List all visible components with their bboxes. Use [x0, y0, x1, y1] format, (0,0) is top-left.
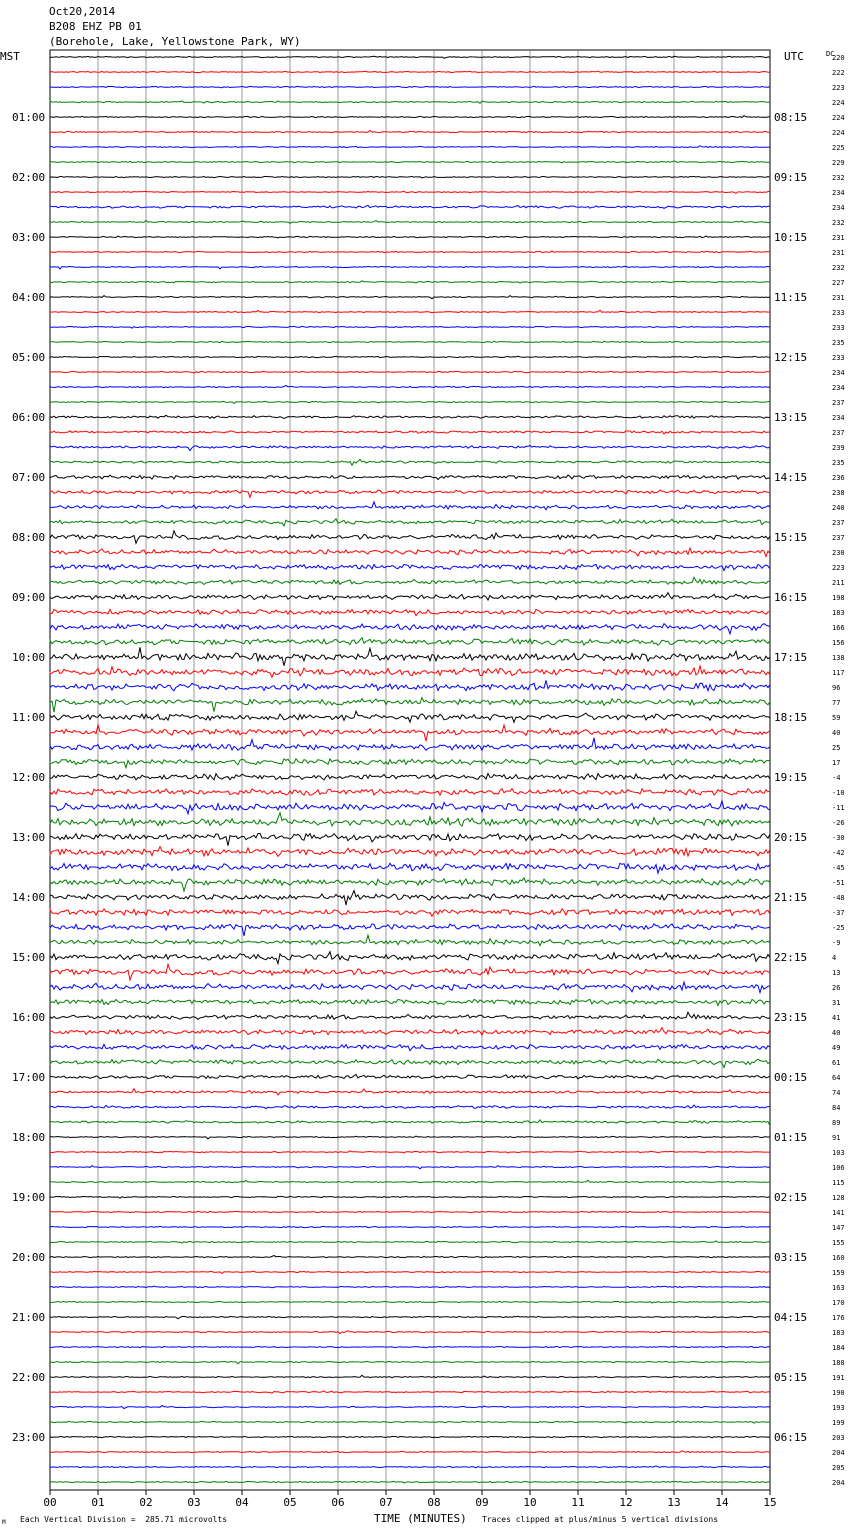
- dc-offset-label: -51: [832, 879, 845, 887]
- utc-hour-label: 02:15: [774, 1191, 808, 1204]
- utc-hour-label: 19:15: [774, 771, 808, 784]
- seismic-trace: [50, 326, 770, 328]
- seismic-trace: [50, 490, 770, 497]
- seismic-trace: [50, 1286, 770, 1288]
- mst-hour-label: 08:00: [12, 531, 46, 544]
- mst-hour-label: 17:00: [12, 1071, 46, 1084]
- dc-offset-label: 61: [832, 1059, 841, 1067]
- dc-offset-label: -45: [832, 864, 845, 872]
- dc-offset-label: -37: [832, 909, 845, 917]
- mst-hour-label: 11:00: [12, 711, 46, 724]
- dc-offset-label: 234: [832, 369, 845, 377]
- seismic-trace: [50, 296, 770, 299]
- seismic-trace: [50, 647, 770, 665]
- dc-offset-label: -9: [832, 939, 841, 947]
- x-tick-label: 05: [283, 1496, 297, 1509]
- seismic-trace: [50, 236, 770, 238]
- dc-offset-label: 227: [832, 279, 845, 287]
- seismic-trace: [50, 101, 770, 104]
- dc-offset-label: 204: [832, 1479, 845, 1487]
- clip-note: Traces clipped at plus/minus 5 vertical divisions: [482, 1515, 719, 1524]
- seismic-trace: [50, 1075, 770, 1079]
- seismic-trace: [50, 1421, 770, 1423]
- seismic-trace: [50, 964, 770, 980]
- mst-hour-label: 18:00: [12, 1131, 46, 1144]
- dc-offset-label: 237: [832, 534, 845, 542]
- x-tick-label: 03: [187, 1496, 201, 1509]
- dc-offset-label: 190: [832, 1389, 845, 1397]
- dc-offset-label: 199: [832, 1419, 845, 1427]
- dc-offset-label: 225: [832, 144, 845, 152]
- station-label: B208 EHZ PB 01: [49, 20, 142, 33]
- mst-hour-label: 15:00: [12, 951, 46, 964]
- x-tick-label: 10: [523, 1496, 537, 1509]
- date-label: Oct20,2014: [49, 5, 116, 18]
- x-axis-title: TIME (MINUTES): [374, 1512, 467, 1525]
- dc-offset-label: 141: [832, 1209, 845, 1217]
- utc-hour-label: 09:15: [774, 171, 808, 184]
- vertical-division-note: Each Vertical Division = 285.71 microvolts: [20, 1515, 228, 1524]
- utc-hour-label: 18:15: [774, 711, 808, 724]
- utc-hour-label: 15:15: [774, 531, 808, 544]
- seismic-trace: [50, 759, 770, 768]
- dc-offset-label: 234: [832, 414, 845, 422]
- dc-offset-label: 224: [832, 114, 845, 122]
- plot-frame: [50, 50, 770, 1490]
- seismic-trace: [50, 1436, 770, 1438]
- mst-hour-label: 22:00: [12, 1371, 46, 1384]
- dc-offset-label: 138: [832, 654, 845, 662]
- seismic-trace: [50, 1044, 770, 1050]
- utc-hour-label: 17:15: [774, 651, 808, 664]
- utc-hour-label: 01:15: [774, 1131, 808, 1144]
- seismic-trace: [50, 1391, 770, 1393]
- seismic-trace: [50, 1151, 770, 1153]
- seismic-trace: [50, 1196, 770, 1198]
- seismic-trace: [50, 924, 770, 936]
- dc-offset-label: 147: [832, 1224, 845, 1232]
- dc-offset-label: 59: [832, 714, 841, 722]
- mst-hour-label: 10:00: [12, 651, 46, 664]
- dc-offset-label: 103: [832, 1149, 845, 1157]
- x-tick-label: 01: [91, 1496, 105, 1509]
- dc-offset-label: 128: [832, 1194, 845, 1202]
- seismic-trace: [50, 609, 770, 615]
- utc-hour-label: 03:15: [774, 1251, 808, 1264]
- label-layer: [12, 54, 845, 1509]
- seismic-trace: [50, 982, 770, 993]
- seismic-trace: [50, 624, 770, 634]
- dc-offset-label: 223: [832, 84, 845, 92]
- seismic-trace: [50, 1316, 770, 1319]
- utc-hour-label: 12:15: [774, 351, 808, 364]
- seismic-trace: [50, 161, 770, 163]
- mst-hour-label: 23:00: [12, 1431, 46, 1444]
- seismic-trace: [50, 401, 770, 403]
- seismic-trace: [50, 1028, 770, 1035]
- dc-offset-label: 13: [832, 969, 841, 977]
- seismic-trace: [50, 415, 770, 418]
- seismic-trace: [50, 1136, 770, 1139]
- dc-offset-label: 224: [832, 129, 845, 137]
- dc-offset-label: 231: [832, 294, 845, 302]
- seismic-trace: [50, 725, 770, 741]
- dc-offset-label: 211: [832, 579, 845, 587]
- dc-offset-label: -10: [832, 789, 845, 797]
- dc-offset-label: 203: [832, 1434, 845, 1442]
- dc-offset-label: -26: [832, 819, 845, 827]
- seismic-trace: [50, 130, 770, 133]
- dc-offset-label: 176: [832, 1314, 845, 1322]
- seismic-trace: [50, 1241, 770, 1243]
- dc-offset-label: -11: [832, 804, 845, 812]
- dc-axis-label: DC: [826, 50, 835, 58]
- seismic-trace: [50, 1406, 770, 1409]
- dc-offset-label: 160: [832, 1254, 845, 1262]
- dc-offset-label: 26: [832, 984, 841, 992]
- utc-hour-label: 00:15: [774, 1071, 808, 1084]
- seismic-trace: [50, 266, 770, 269]
- seismic-trace: [50, 680, 770, 690]
- utc-hour-label: 08:15: [774, 111, 808, 124]
- seismic-trace: [50, 666, 770, 677]
- seismic-trace: [50, 1331, 770, 1334]
- utc-hour-label: 14:15: [774, 471, 808, 484]
- seismic-trace: [50, 431, 770, 434]
- mst-hour-label: 07:00: [12, 471, 46, 484]
- x-tick-label: 02: [139, 1496, 153, 1509]
- utc-hour-label: 22:15: [774, 951, 808, 964]
- dc-offset-label: 31: [832, 999, 841, 1007]
- dc-offset-label: -4: [832, 774, 841, 782]
- seismic-trace: [50, 191, 770, 193]
- seismic-trace: [50, 205, 770, 208]
- utc-hour-label: 11:15: [774, 291, 808, 304]
- seismic-trace: [50, 220, 770, 223]
- seismic-trace: [50, 1226, 770, 1227]
- dc-offset-label: 91: [832, 1134, 841, 1142]
- dc-offset-label: 183: [832, 609, 845, 617]
- dc-offset-label: 239: [832, 444, 845, 452]
- dc-offset-label: 233: [832, 309, 845, 317]
- dc-offset-label: 40: [832, 1029, 841, 1037]
- x-tick-label: 08: [427, 1496, 441, 1509]
- dc-offset-label: 89: [832, 1119, 841, 1127]
- dc-offset-label: 49: [832, 1044, 841, 1052]
- location-label: (Borehole, Lake, Yellowstone Park, WY): [49, 35, 301, 48]
- dc-offset-label: 96: [832, 684, 841, 692]
- seismic-trace: [50, 519, 770, 526]
- dc-offset-label: 106: [832, 1164, 845, 1172]
- seismic-trace: [50, 1059, 770, 1067]
- dc-offset-label: 41: [832, 1014, 841, 1022]
- x-tick-label: 04: [235, 1496, 249, 1509]
- dc-offset-label: 233: [832, 324, 845, 332]
- dc-offset-label: 74: [832, 1089, 841, 1097]
- dc-offset-label: 235: [832, 339, 845, 347]
- seismic-trace: [50, 698, 770, 713]
- seismic-trace: [50, 371, 770, 373]
- seismic-trace: [50, 891, 770, 905]
- seismic-trace: [50, 1301, 770, 1303]
- dc-offset-label: 237: [832, 399, 845, 407]
- seismic-trace: [50, 1271, 770, 1273]
- mst-hour-label: 19:00: [12, 1191, 46, 1204]
- seismic-trace: [50, 952, 770, 964]
- mst-hour-label: 12:00: [12, 771, 46, 784]
- seismic-trace: [50, 475, 770, 479]
- seismic-trace: [50, 251, 770, 253]
- dc-offset-label: 232: [832, 264, 845, 272]
- dc-offset-label: 193: [832, 1404, 845, 1412]
- seismic-trace: [50, 1089, 770, 1095]
- mst-hour-label: 06:00: [12, 411, 46, 424]
- seismic-trace: [50, 1012, 770, 1019]
- seismic-trace: [50, 863, 770, 873]
- dc-offset-label: 232: [832, 219, 845, 227]
- dc-offset-label: 188: [832, 1359, 845, 1367]
- dc-offset-label: 25: [832, 744, 841, 752]
- x-tick-label: 11: [571, 1496, 585, 1509]
- utc-hour-label: 21:15: [774, 891, 808, 904]
- dc-offset-label: 234: [832, 189, 845, 197]
- mst-hour-label: 03:00: [12, 231, 46, 244]
- utc-hour-label: 20:15: [774, 831, 808, 844]
- dc-offset-label: 191: [832, 1374, 845, 1382]
- dc-offset-label: 117: [832, 669, 845, 677]
- seismic-trace: [50, 548, 770, 556]
- seismic-trace: [50, 711, 770, 722]
- dc-offset-label: 233: [832, 354, 845, 362]
- utc-hour-label: 16:15: [774, 591, 808, 604]
- dc-offset-label: 170: [832, 1299, 845, 1307]
- x-tick-label: 15: [763, 1496, 777, 1509]
- mst-hour-label: 02:00: [12, 171, 46, 184]
- utc-hour-label: 13:15: [774, 411, 808, 424]
- seismic-trace: [50, 789, 770, 796]
- mst-hour-label: 04:00: [12, 291, 46, 304]
- dc-offset-label: 222: [832, 69, 845, 77]
- dc-offset-label: 231: [832, 249, 845, 257]
- mst-hour-label: 05:00: [12, 351, 46, 364]
- x-tick-label: 09: [475, 1496, 489, 1509]
- dc-offset-label: 238: [832, 489, 845, 497]
- dc-offset-label: 224: [832, 99, 845, 107]
- dc-offset-label: -30: [832, 834, 845, 842]
- mst-hour-label: 13:00: [12, 831, 46, 844]
- dc-offset-label: 115: [832, 1179, 845, 1187]
- utc-hour-label: 10:15: [774, 231, 808, 244]
- seismic-trace: [50, 310, 770, 313]
- x-tick-label: 07: [379, 1496, 393, 1509]
- dc-offset-label: 64: [832, 1074, 841, 1082]
- seismic-trace: [50, 281, 770, 283]
- corner-mark: M: [2, 1519, 6, 1526]
- seismic-trace: [50, 445, 770, 450]
- seismic-trace: [50, 71, 770, 72]
- seismic-trace: [50, 834, 770, 846]
- seismic-trace: [50, 801, 770, 814]
- seismic-trace: [50, 1375, 770, 1378]
- seismic-trace: [50, 935, 770, 946]
- seismic-trace: [50, 1180, 770, 1183]
- x-tick-label: 13: [667, 1496, 681, 1509]
- trace-layer: [50, 56, 770, 1483]
- seismic-trace: [50, 564, 770, 570]
- dc-offset-label: 156: [832, 639, 845, 647]
- utc-hour-label: 06:15: [774, 1431, 808, 1444]
- dc-offset-label: 40: [832, 729, 841, 737]
- dc-offset-label: 234: [832, 204, 845, 212]
- dc-offset-label: 204: [832, 1449, 845, 1457]
- dc-offset-label: 220: [832, 54, 845, 62]
- seismic-trace: [50, 999, 770, 1005]
- seismic-trace: [50, 909, 770, 916]
- dc-offset-label: -42: [832, 849, 845, 857]
- dc-offset-label: 205: [832, 1464, 845, 1472]
- dc-offset-label: 183: [832, 1329, 845, 1337]
- seismic-trace: [50, 1256, 770, 1258]
- utc-hour-label: 23:15: [774, 1011, 808, 1024]
- seismic-trace: [50, 1211, 770, 1212]
- utc-axis-label: UTC: [784, 50, 804, 63]
- mst-hour-label: 20:00: [12, 1251, 46, 1264]
- seismic-trace: [50, 847, 770, 857]
- seismic-trace: [50, 56, 770, 58]
- dc-offset-label: -25: [832, 924, 845, 932]
- seismic-trace: [50, 146, 770, 148]
- dc-offset-label: 229: [832, 159, 845, 167]
- seismic-trace: [50, 638, 770, 645]
- seismic-trace: [50, 577, 770, 584]
- seismic-trace: [50, 1466, 770, 1468]
- dc-offset-label: 184: [832, 1344, 845, 1352]
- mst-axis-label: MST: [0, 50, 20, 63]
- dc-offset-label: 155: [832, 1239, 845, 1247]
- seismic-trace: [50, 531, 770, 544]
- dc-offset-label: 17: [832, 759, 841, 767]
- dc-offset-label: 240: [832, 504, 845, 512]
- dc-offset-label: 159: [832, 1269, 845, 1277]
- seismic-trace: [50, 341, 770, 342]
- seismic-trace: [50, 86, 770, 88]
- dc-offset-label: 236: [832, 474, 845, 482]
- dc-offset-label: 230: [832, 549, 845, 557]
- grid-layer: [98, 50, 722, 1490]
- mst-hour-label: 14:00: [12, 891, 46, 904]
- seismic-trace: [50, 1451, 770, 1453]
- seismic-trace: [50, 1105, 770, 1109]
- dc-offset-label: 166: [832, 624, 845, 632]
- seismic-trace: [50, 878, 770, 891]
- mst-hour-label: 01:00: [12, 111, 46, 124]
- seismic-trace: [50, 1166, 770, 1169]
- dc-offset-label: 198: [832, 594, 845, 602]
- dc-offset-label: 231: [832, 234, 845, 242]
- dc-offset-label: 237: [832, 519, 845, 527]
- dc-offset-label: 235: [832, 459, 845, 467]
- x-tick-label: 06: [331, 1496, 345, 1509]
- dc-offset-label: -48: [832, 894, 845, 902]
- x-tick-label: 14: [715, 1496, 729, 1509]
- seismic-trace: [50, 1120, 770, 1126]
- dc-offset-label: 237: [832, 429, 845, 437]
- seismic-trace: [50, 502, 770, 510]
- seismic-trace: [50, 593, 770, 600]
- mst-hour-label: 09:00: [12, 591, 46, 604]
- mst-hour-label: 16:00: [12, 1011, 46, 1024]
- dc-offset-label: 77: [832, 699, 841, 707]
- seismic-trace: [50, 1361, 770, 1363]
- dc-offset-label: 4: [832, 954, 837, 962]
- utc-hour-label: 04:15: [774, 1311, 808, 1324]
- seismic-trace: [50, 356, 770, 357]
- utc-hour-label: 05:15: [774, 1371, 808, 1384]
- seismic-trace: [50, 386, 770, 388]
- dc-offset-label: 234: [832, 384, 845, 392]
- seismic-trace: [50, 116, 770, 118]
- seismic-trace: [50, 738, 770, 751]
- seismic-trace: [50, 459, 770, 465]
- x-tick-label: 12: [619, 1496, 633, 1509]
- x-tick-label: 00: [43, 1496, 57, 1509]
- dc-offset-label: 163: [832, 1284, 845, 1292]
- seismic-trace: [50, 176, 770, 178]
- dc-offset-label: 223: [832, 564, 845, 572]
- dc-offset-label: 232: [832, 174, 845, 182]
- dc-offset-label: 84: [832, 1104, 841, 1112]
- seismic-trace: [50, 1481, 770, 1483]
- seismic-trace: [50, 774, 770, 780]
- mst-hour-label: 21:00: [12, 1311, 46, 1324]
- seismic-trace: [50, 1346, 770, 1347]
- seismic-trace: [50, 813, 770, 826]
